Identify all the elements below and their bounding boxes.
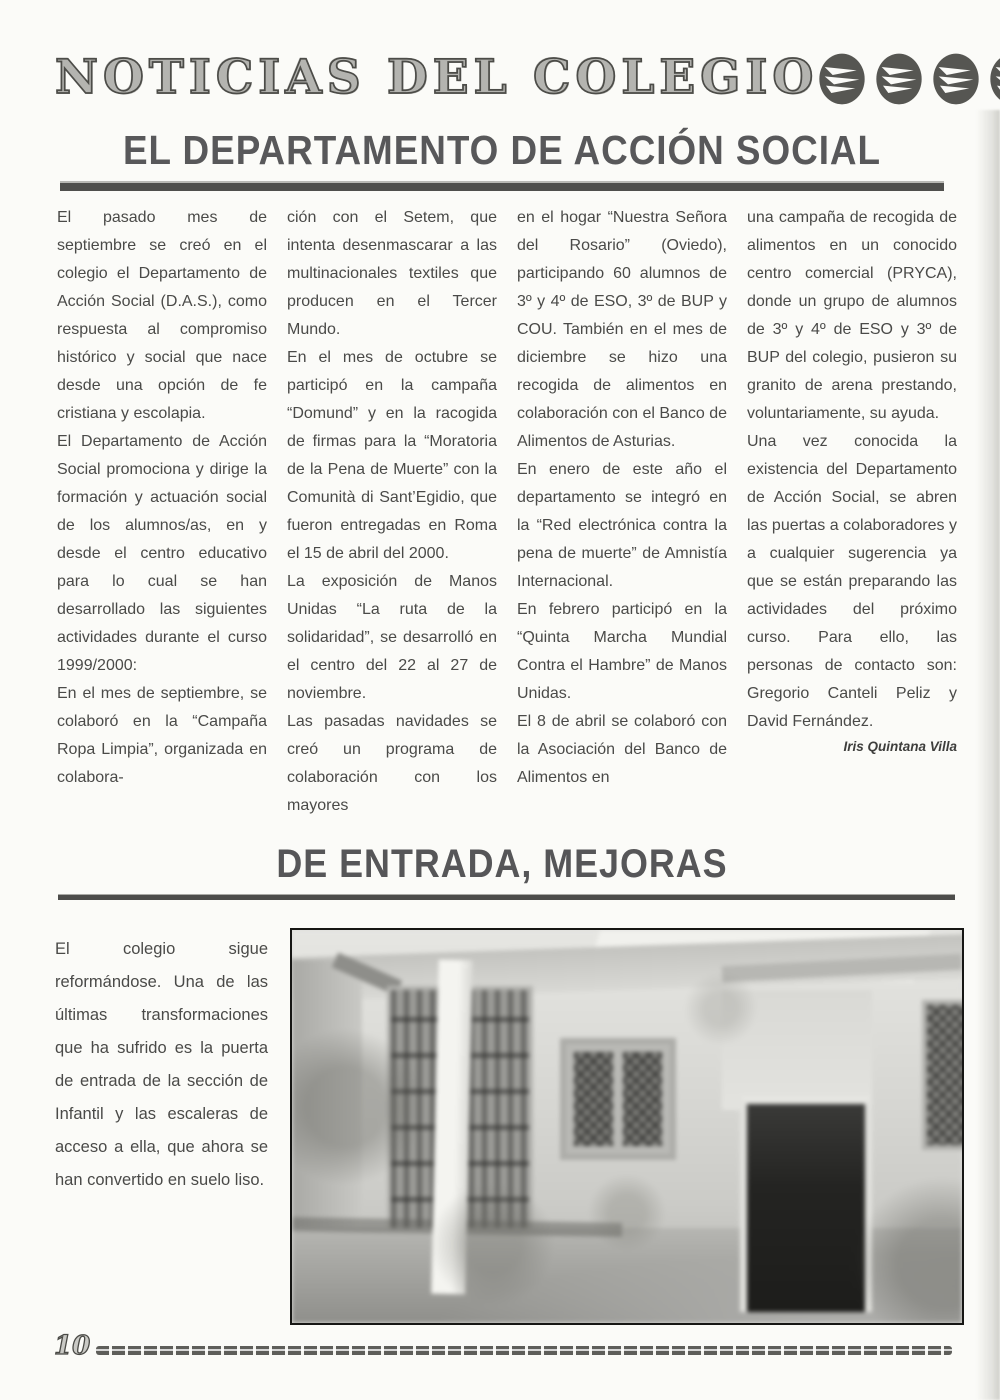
- swirl-oval-icon: [875, 52, 923, 106]
- entrance-photo: [290, 928, 964, 1325]
- photo-stains: [292, 930, 962, 1323]
- paragraph: En enero de este año el departamento se integró en la “Red electrónica contra la pena de muerte” de Amnistía Internacional.: [517, 461, 727, 590]
- article2-title: DE ENTRADA, MEJORAS: [276, 841, 728, 886]
- paragraph: en el hogar “Nuestra Señora del Rosario” (Oviedo), participando 60 alumnos de 3º y 4º de ESO, 3º de BUP y COU. También en el mes de diciembre se hizo una recogida de alimentos en colaboración con el Banco de Alimentos de Asturias.: [517, 209, 727, 450]
- masthead: [55, 42, 955, 112]
- paragraph: El 8 de abril se colaboró con la Asociación del Banco de Alimentos en: [517, 713, 727, 786]
- article2-body: [55, 933, 268, 1197]
- article1-columns: [57, 204, 957, 832]
- newsletter-title: NOTICIAS DEL COLEGIO: [55, 49, 819, 105]
- paragraph: El pasado mes de septiembre se creó en el colegio el Departamento de Acción Social (D.A.S.), como respuesta al compromiso histórico y social que nace desde una opción de fe cristiana y escolapia.: [57, 209, 267, 422]
- paragraph: El Departamento de Acción Social promociona y dirige la formación y actuación social de los alumnos/as, en y desde el centro educativo para lo cual se han desarrollado las siguientes actividades durante el curso 1999/2000:: [57, 433, 267, 674]
- paragraph: En el mes de octubre se participó en la campaña “Domund” y en la racogida de firmas para la “Moratoria de la Pena de Muerte” con la Comunità di Sant’Egidio, que fueron entregadas en Roma el 15 de abril del 2000.: [287, 349, 497, 562]
- article1-column-1: [57, 204, 267, 832]
- scan-edge-shadow: [976, 110, 1000, 1400]
- article1-column-3: [517, 204, 727, 832]
- swirl-oval-icon: [818, 52, 866, 106]
- masthead-decoration: [818, 52, 1000, 106]
- paragraph: Las pasadas navidades se creó un programa de colaboración con los mayores: [287, 713, 497, 814]
- article1-title: EL DEPARTAMENTO DE ACCIÓN SOCIAL: [122, 128, 882, 174]
- author-byline: Iris Quintana Villa: [843, 739, 957, 754]
- paragraph: Una vez conocida la existencia del Departamento de Acción Social, se abren las puertas a colaboradores y a cualquier sugerencia ya que se están preparando las actividades del próximo curso. Para ello, las personas de contacto son: Gregorio Canteli Peliz y David Fernández.: [747, 433, 957, 730]
- paragraph: La exposición de Manos Unidas “La ruta de la solidaridad”, se desarrolló en el centro del 22 al 27 de noviembre.: [287, 573, 497, 702]
- page-number: 10: [54, 1331, 91, 1361]
- title-rule-2: [58, 894, 955, 900]
- photo-scene: [292, 930, 962, 1323]
- footer-chain-rule: [96, 1346, 952, 1355]
- swirl-oval-icon: [932, 52, 980, 106]
- article1-column-2: [287, 204, 497, 832]
- paragraph: En el mes de septiembre, se colaboró en la “Campaña Ropa Limpia”, organizada en colabora-: [57, 685, 267, 786]
- paragraph: una campaña de recogida de alimentos en un conocido centro comercial (PRYCA), donde un grupo de alumnos de 3º y 4º de ESO y 3º de BUP del colegio, pusieron su granito de arena prestando, voluntariamente, su ayuda.: [747, 209, 957, 422]
- paragraph: ción con el Setem, que intenta desenmascarar a las multinacionales textiles que producen en el Tercer Mundo.: [287, 209, 497, 338]
- swirl-oval-icon: [989, 52, 1000, 106]
- paragraph: El colegio sigue reformándose. Una de las últimas transformaciones que ha sufrido es la puerta de entrada de la sección de Infantil y las escaleras de acceso a ella, que ahora se han convertido en suelo liso.: [55, 940, 268, 1189]
- article1-column-4: [747, 204, 957, 832]
- title-rule: [60, 181, 944, 191]
- paragraph: En febrero participó en la “Quinta Marcha Mundial Contra el Hambre” de Manos Unidas.: [517, 601, 727, 702]
